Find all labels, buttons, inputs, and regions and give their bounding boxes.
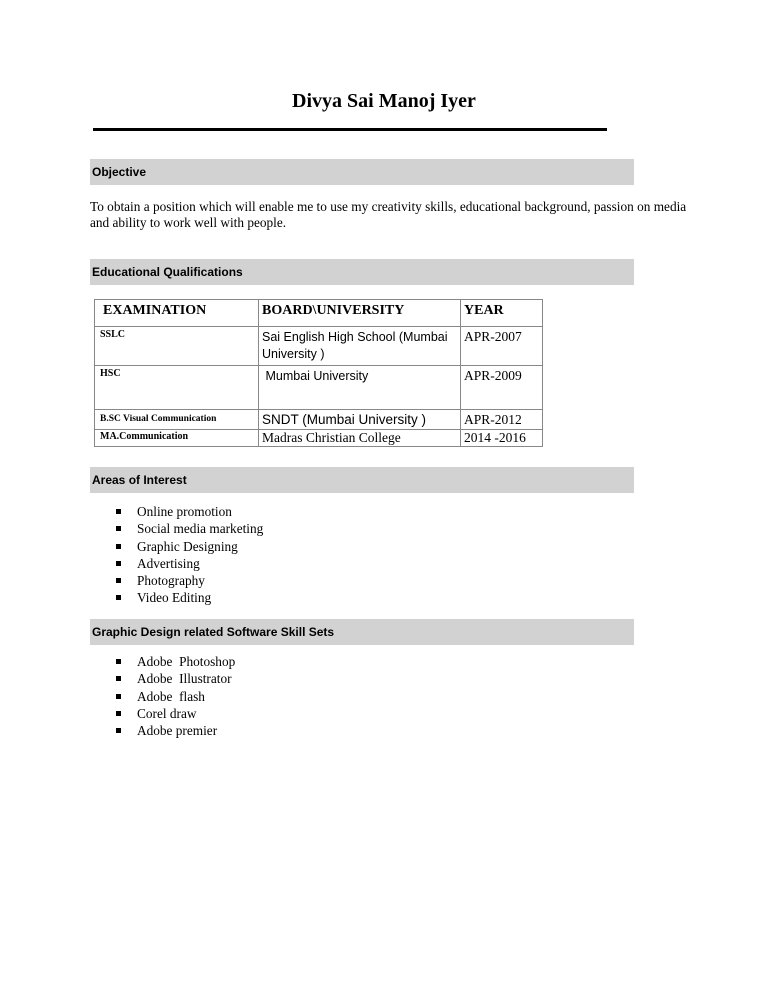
list-item: Advertising (0, 555, 263, 572)
board-cell: Mumbai University (259, 366, 461, 410)
year-cell: APR-2007 (461, 327, 543, 366)
education-table (94, 299, 543, 447)
list-item: Online promotion (0, 503, 263, 520)
exam-cell: MA.Communication (95, 430, 259, 447)
list-item: Video Editing (0, 589, 263, 606)
table-row (95, 327, 543, 366)
list-item: Adobe Illustrator (0, 670, 235, 687)
interests-heading: Areas of Interest (90, 467, 634, 493)
title-rule (93, 128, 607, 131)
exam-cell: SSLC (95, 327, 259, 366)
header-board: BOARD\UNIVERSITY (259, 300, 461, 327)
objective-text: To obtain a position which will enable me to use my creativity skills, educational background, passion on media and ability to work well with people. (90, 199, 687, 230)
board-cell: Madras Christian College (259, 430, 461, 447)
software-heading: Graphic Design related Software Skill Sets (90, 619, 634, 645)
header-examination: EXAMINATION (95, 300, 259, 327)
list-item: Adobe flash (0, 688, 235, 705)
software-list (0, 653, 235, 739)
list-item: Photography (0, 572, 263, 589)
board-cell: SNDT (Mumbai University ) (259, 410, 461, 430)
table-row (95, 366, 543, 410)
exam-cell: HSC (95, 366, 259, 410)
year-cell: 2014 -2016 (461, 430, 543, 447)
year-cell: APR-2012 (461, 410, 543, 430)
header-year: YEAR (461, 300, 543, 327)
table-header-row (95, 300, 543, 327)
list-item: Graphic Designing (0, 538, 263, 555)
year-cell: APR-2009 (461, 366, 543, 410)
interests-list (0, 503, 263, 607)
objective-heading: Objective (90, 159, 634, 185)
list-item: Social media marketing (0, 520, 263, 537)
list-item: Adobe Photoshop (0, 653, 235, 670)
list-item: Adobe premier (0, 722, 235, 739)
table-row (95, 410, 543, 430)
education-heading: Educational Qualifications (90, 259, 634, 285)
exam-cell: B.SC Visual Communication (95, 410, 259, 430)
name-title: Divya Sai Manoj Iyer (292, 90, 476, 112)
table-row (95, 430, 543, 447)
board-cell: Sai English High School (Mumbai University ) (259, 327, 461, 366)
list-item: Corel draw (0, 705, 235, 722)
